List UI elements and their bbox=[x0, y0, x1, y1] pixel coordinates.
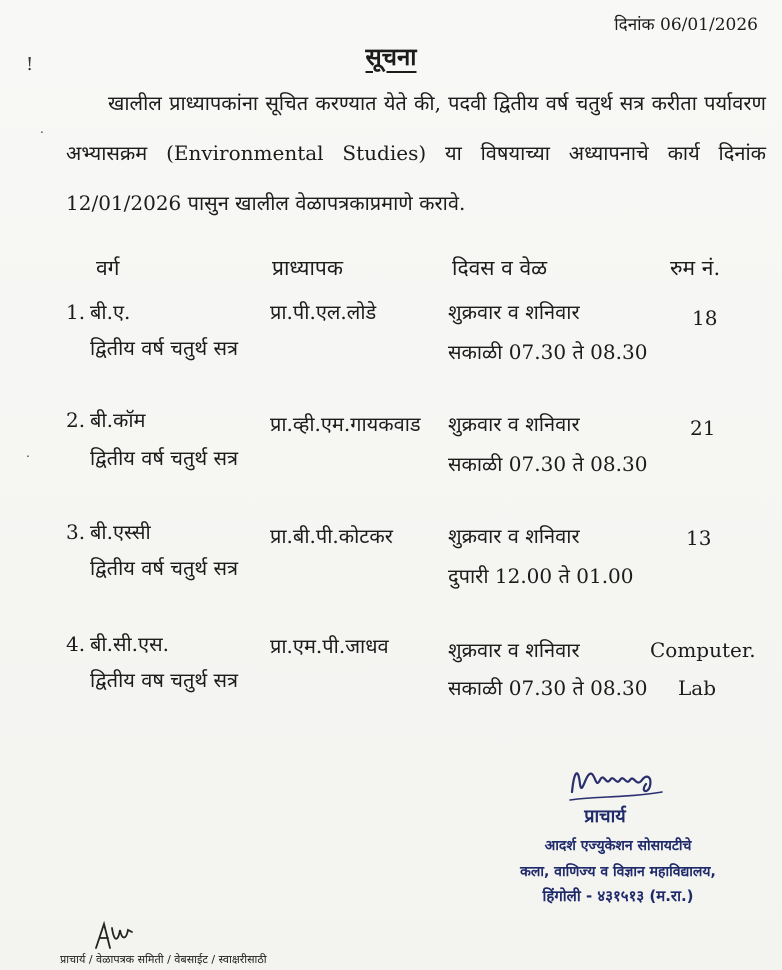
row-time: दुपारी 12.00 ते 01.00 bbox=[448, 564, 634, 588]
row-room-line2: Lab bbox=[678, 676, 717, 700]
row-class: बी.कॉम bbox=[90, 408, 146, 432]
row-professor: प्रा.बी.पी.कोटकर bbox=[270, 524, 393, 548]
institution-line-2: कला, वाणिज्य व विज्ञान महाविद्यालय, bbox=[520, 864, 716, 880]
row-room: 21 bbox=[690, 416, 716, 440]
row-number: 2. bbox=[66, 408, 86, 432]
row-professor: प्रा.एम.पी.जाधव bbox=[270, 634, 389, 658]
row-semester: द्वितीय वर्ष चतुर्थ सत्र bbox=[90, 446, 239, 470]
row-room: Computer. bbox=[650, 638, 756, 662]
row-class: बी.ए. bbox=[90, 300, 131, 324]
margin-dot: . bbox=[40, 122, 44, 136]
principal-title: प्राचार्य bbox=[584, 806, 626, 827]
notice-date: दिनांक 06/01/2026 bbox=[614, 15, 758, 35]
row-room: 13 bbox=[686, 526, 712, 550]
row-time: सकाळी 07.30 ते 08.30 bbox=[448, 452, 648, 476]
row-class: बी.एस्सी bbox=[90, 520, 151, 544]
row-time: सकाळी 07.30 ते 08.30 bbox=[448, 676, 648, 700]
principal-signature bbox=[566, 762, 676, 808]
row-room: 18 bbox=[692, 306, 718, 330]
header-class: वर्ग bbox=[96, 256, 120, 280]
margin-mark: ! bbox=[26, 54, 34, 75]
row-days: शुक्रवार व शनिवार bbox=[448, 638, 580, 662]
notice-title bbox=[0, 40, 782, 73]
notice-paragraph: खालील प्राध्यापकांना सूचित करण्यात येते की, पदवी द्वितीय वर्ष चतुर्थ सत्र करीता पर्यावरण अभ्यासक्रम (Environmental Studies) या विषयाच्या अध्यापनाचे कार्य दिनांक 12/01/2026 पासुन खालील वेळापत्रकाप्रमाणे करावे. bbox=[66, 91, 766, 215]
row-days: शुक्रवार व शनिवार bbox=[448, 300, 580, 324]
row-days: शुक्रवार व शनिवार bbox=[448, 412, 580, 436]
row-number: 3. bbox=[66, 520, 86, 544]
row-number: 4. bbox=[66, 632, 86, 656]
header-professor: प्राध्यापक bbox=[272, 256, 343, 280]
notice-title-text: सूचना bbox=[365, 42, 417, 71]
row-semester: द्वितीय वर्ष चतुर्थ सत्र bbox=[90, 336, 239, 360]
initials-signature bbox=[92, 918, 138, 952]
row-time: सकाळी 07.30 ते 08.30 bbox=[448, 340, 648, 364]
institution-line-3: हिंगोली - ४३१५१३ (म.रा.) bbox=[542, 887, 694, 905]
margin-dot: . bbox=[26, 446, 30, 460]
row-professor: प्रा.व्ही.एम.गायकवाड bbox=[270, 412, 421, 436]
header-room: रुम नं. bbox=[670, 256, 721, 280]
row-days: शुक्रवार व शनिवार bbox=[448, 524, 580, 548]
row-semester: द्वितीय वर्ष चतुर्थ सत्र bbox=[90, 556, 239, 580]
row-class: बी.सी.एस. bbox=[90, 632, 169, 656]
header-day-time: दिवस व वेळ bbox=[452, 256, 548, 280]
row-professor: प्रा.पी.एल.लोडे bbox=[270, 300, 377, 324]
institution-line-1: आदर्श एज्युकेशन सोसायटीचे bbox=[544, 838, 692, 854]
row-semester: द्वितीय वष चतुर्थ सत्र bbox=[90, 668, 239, 692]
distribution-footer: प्राचार्य / वेळापत्रक समिती / वेबसाईट / स्वाक्षरीसाठी bbox=[60, 953, 267, 966]
row-number: 1. bbox=[66, 300, 86, 324]
